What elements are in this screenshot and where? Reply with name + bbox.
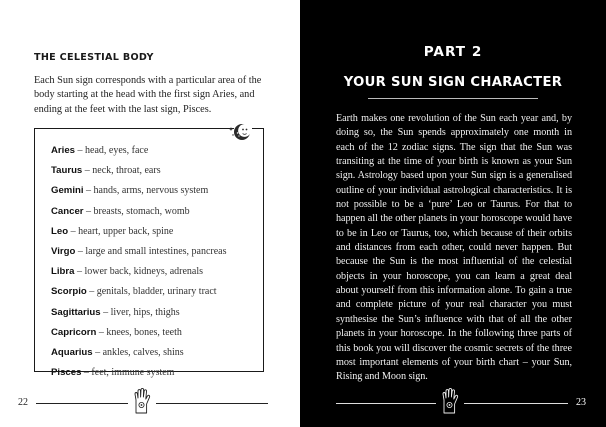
list-item <box>51 246 227 266</box>
palm-hand-icon <box>436 386 464 416</box>
sign-parts: – genitals, bladder, urinary tract <box>86 286 217 298</box>
sign-parts: – head, eyes, face <box>75 145 149 156</box>
sign-name: Aries <box>51 145 75 156</box>
intro-paragraph: Each Sun sign corresponds with a particular area of the body starting at the head with the first sign Aries, and ending at the feet with the last sign, Pisces. <box>34 75 262 115</box>
list-item <box>51 327 227 347</box>
part-label: PART 2 <box>423 44 483 60</box>
sign-parts: – heart, upper back, spine <box>68 225 174 237</box>
sign-name: Cancer <box>51 205 84 217</box>
list-item <box>51 185 227 205</box>
sign-name: Aquarius <box>51 346 93 358</box>
sign-parts: – knees, bones, teeth <box>96 326 182 338</box>
left-page <box>0 0 300 427</box>
sign-parts: – ankles, calves, shins <box>92 346 184 358</box>
sign-name: Sagittarius <box>51 306 101 318</box>
palm-hand-icon <box>128 386 156 416</box>
sign-name: Taurus <box>51 165 83 177</box>
right-page <box>300 0 606 427</box>
body-paragraph: Earth makes one revolution of the Sun each year and, by doing so, the Sun spends approximately one month in each of the 12 zodiac signs. The sign that the Sun was transiting at the time of your birth is known as your Sun sign. Astrology based upon your Sun sign is a generalised outline of your individual astrological characteristics. It is not possible to be a ‘pure’ Leo or Taurus. For that to happen all the other planets in your horoscope would have to be in Leo or Taurus, too, which because of their orbits and distances from each other, could never happen. But because the Sun is the most influential of the celestial objects in your horoscope, you can learn a great deal about yourself from this information alone. To gain a true and complete picture of your real character you must synthesise the Sun’s influence with that of all the other planets in your horoscope. In the following three parts of this book you will discover the cosmic secrets of the three most important elements of your birth chart – your Sun, Rising and Moon sign. <box>336 113 572 383</box>
title-underline <box>368 98 538 99</box>
sign-parts: – large and small intestines, pancreas <box>75 245 227 257</box>
sign-name: Gemini <box>51 185 84 197</box>
sign-parts: – feet, immune system <box>81 367 175 379</box>
sign-parts: – liver, hips, thighs <box>100 306 180 318</box>
page-number: 22 <box>18 397 28 408</box>
sign-list <box>51 145 227 387</box>
sign-name: Pisces <box>51 367 82 379</box>
list-item <box>51 347 227 367</box>
page-number: 23 <box>576 397 586 408</box>
chapter-title: YOUR SUN SIGN CHARACTER <box>343 75 563 90</box>
sign-name: Leo <box>51 225 69 237</box>
sign-parts: – hands, arms, nervous system <box>83 185 209 197</box>
sign-name: Virgo <box>51 245 76 257</box>
sign-name: Capricorn <box>51 326 97 338</box>
sign-parts: – breasts, stomach, womb <box>83 205 190 217</box>
list-item <box>51 266 227 286</box>
sign-name: Libra <box>51 266 75 278</box>
list-item <box>51 286 227 306</box>
list-item <box>51 165 227 185</box>
section-heading: THE CELESTIAL BODY <box>34 52 154 63</box>
list-item <box>51 226 227 246</box>
sign-parts: – neck, throat, ears <box>82 165 161 177</box>
list-item <box>51 145 227 165</box>
list-item <box>51 307 227 327</box>
list-item <box>51 367 227 387</box>
list-item <box>51 206 227 226</box>
body-parts-box <box>34 128 264 379</box>
sign-parts: – lower back, kidneys, adrenals <box>74 266 204 278</box>
sun-moon-face-icon <box>228 120 254 144</box>
sign-name: Scorpio <box>51 286 87 298</box>
